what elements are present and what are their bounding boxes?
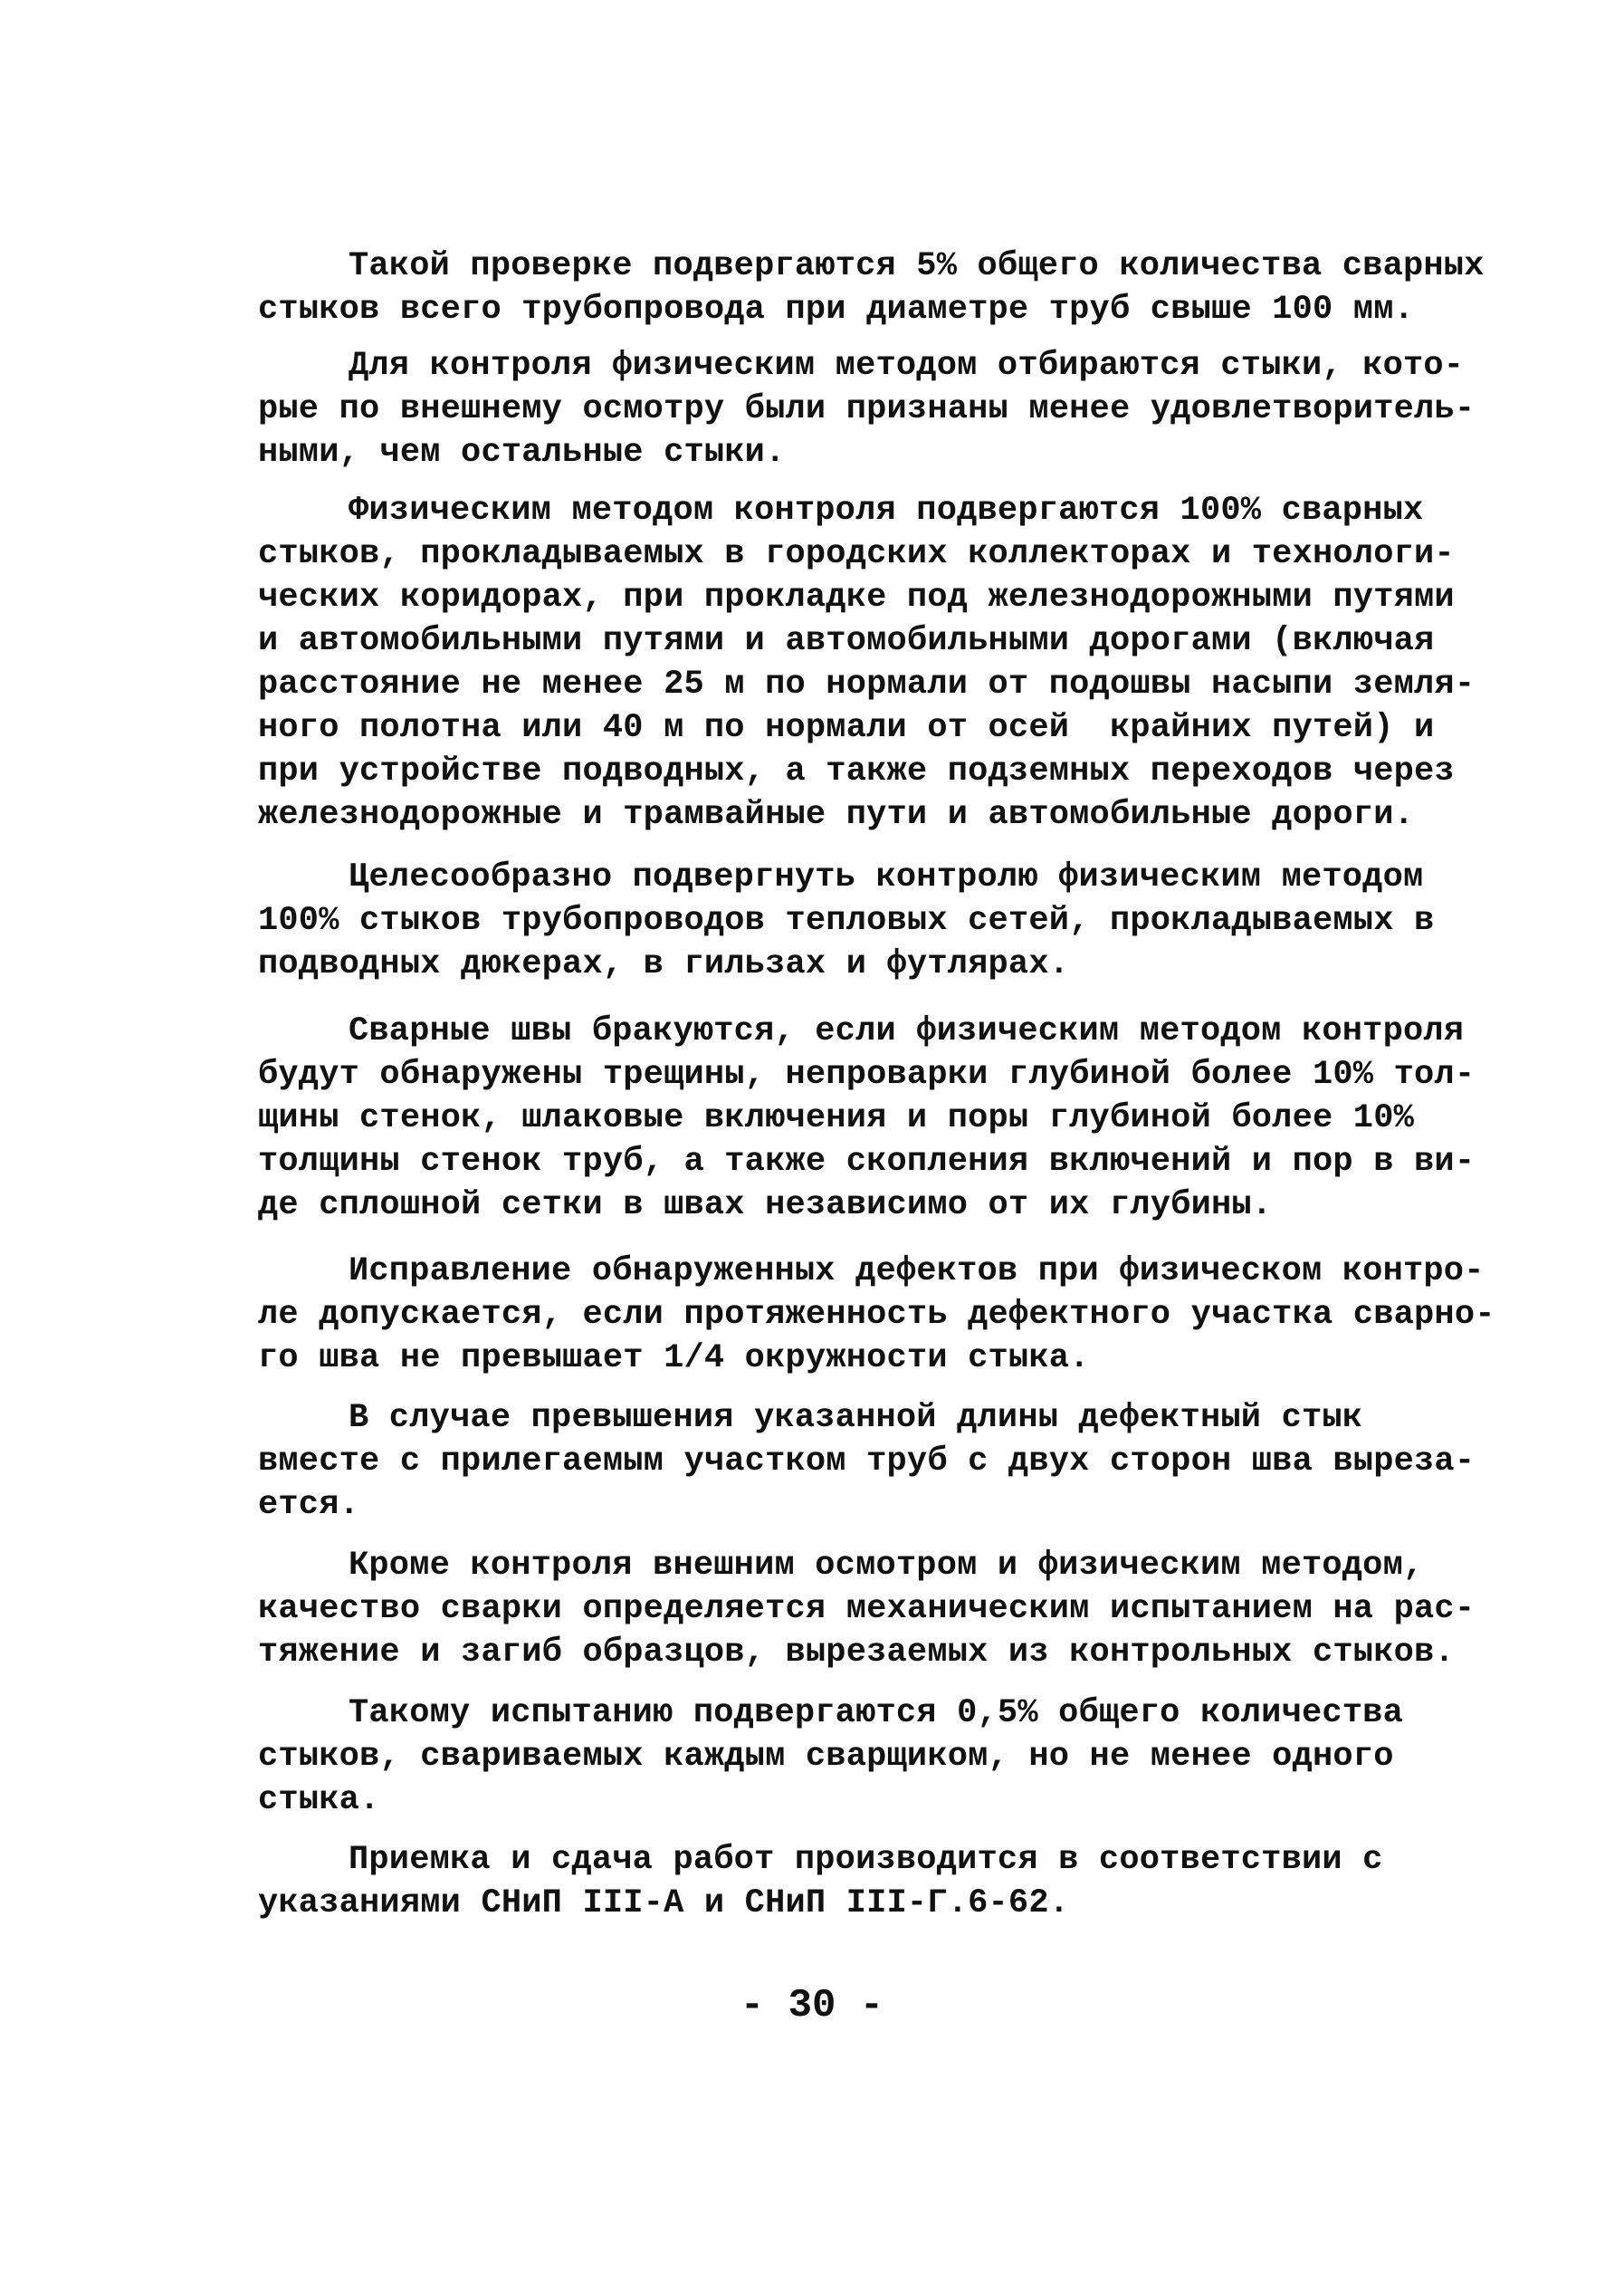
text-line: Такому испытанию подвергаются 0,5% общего количества bbox=[349, 1694, 1403, 1732]
text-line: железнодорожные и трамвайные пути и автомобильные дороги. bbox=[258, 796, 1415, 834]
text-line: Целесообразно подвергнуть контролю физическим методом bbox=[349, 858, 1424, 896]
text-line: Кроме контроля внешним осмотром и физическим методом, bbox=[349, 1547, 1424, 1585]
paragraph-2 bbox=[258, 344, 1476, 474]
text-line: го шва не превышает 1/4 окружности стыка. bbox=[258, 1339, 1090, 1377]
text-line: ного полотна или 40 м по нормали от осей крайних путей) и bbox=[258, 709, 1435, 747]
paragraph-10 bbox=[258, 1838, 1383, 1925]
text-line: стыков, свариваемых каждым сварщиком, но не менее одного bbox=[258, 1738, 1394, 1776]
text-line: расстояние не менее 25 м по нормали от подошвы насыпи земля- bbox=[258, 666, 1476, 704]
text-line: щины стенок, шлаковые включения и поры глубиной более 10% bbox=[258, 1099, 1415, 1137]
text-line: вместе с прилегаемым участком труб с двух сторон шва выреза- bbox=[258, 1442, 1476, 1480]
text-line: стыков всего трубопровода при диаметре труб свыше 100 мм. bbox=[258, 291, 1415, 329]
text-line: стыка. bbox=[258, 1781, 380, 1819]
text-line: Сварные швы бракуются, если физическим методом контроля bbox=[349, 1012, 1465, 1050]
page-number: - 30 - bbox=[740, 1983, 884, 2028]
text-line: толщины стенок труб, а также скопления включений и пор в ви- bbox=[258, 1143, 1476, 1181]
paragraph-8 bbox=[258, 1544, 1476, 1674]
text-line: Такой проверке подвергаются 5% общего количества сварных bbox=[349, 247, 1485, 285]
text-line: Приемка и сдача работ производится в соответствии с bbox=[349, 1841, 1383, 1879]
text-line: будут обнаружены трещины, непроварки глубиной более 10% тол- bbox=[258, 1056, 1476, 1094]
text-line: рые по внешнему осмотру были признаны менее удовлетворитель- bbox=[258, 390, 1476, 428]
text-line: Физическим методом контроля подвергаются 100% сварных bbox=[349, 492, 1424, 530]
text-line: тяжение и загиб образцов, вырезаемых из контрольных стыков. bbox=[258, 1634, 1455, 1672]
text-line: Для контроля физическим методом отбираются стыки, кото- bbox=[349, 347, 1465, 385]
text-line: ле допускается, если протяженность дефектного участка сварно- bbox=[258, 1296, 1495, 1334]
text-line: В случае превышения указанной длины дефектный стык bbox=[349, 1399, 1363, 1437]
text-line: и автомобильными путями и автомобильными дорогами (включая bbox=[258, 622, 1435, 660]
text-line: подводных дюкерах, в гильзах и футлярах. bbox=[258, 945, 1070, 983]
paragraph-3 bbox=[258, 489, 1476, 837]
paragraph-6 bbox=[258, 1250, 1495, 1380]
text-line: Исправление обнаруженных дефектов при физическом контро- bbox=[349, 1252, 1485, 1290]
paragraph-9 bbox=[258, 1691, 1403, 1822]
paragraph-4 bbox=[258, 856, 1435, 986]
text-line: при устройстве подводных, а также подземных переходов через bbox=[258, 752, 1455, 791]
paragraph-5 bbox=[258, 1010, 1476, 1227]
text-line: ческих коридорах, при прокладке под железнодорожными путями bbox=[258, 579, 1455, 617]
text-line: указаниями СНиП III-А и СНиП III-Г.6-62. bbox=[258, 1884, 1070, 1922]
text-line: ется. bbox=[258, 1486, 360, 1524]
text-line: стыков, прокладываемых в городских коллекторах и технологи- bbox=[258, 535, 1455, 573]
text-line: ными, чем остальные стыки. bbox=[258, 434, 786, 472]
text-line: де сплошной сетки в швах независимо от их глубины. bbox=[258, 1186, 1273, 1224]
paragraph-1 bbox=[258, 244, 1485, 331]
paragraph-7 bbox=[258, 1396, 1476, 1527]
text-line: качество сварки определяется механическим испытанием на рас- bbox=[258, 1590, 1476, 1628]
text-line: 100% стыков трубопроводов тепловых сетей, прокладываемых в bbox=[258, 902, 1435, 940]
